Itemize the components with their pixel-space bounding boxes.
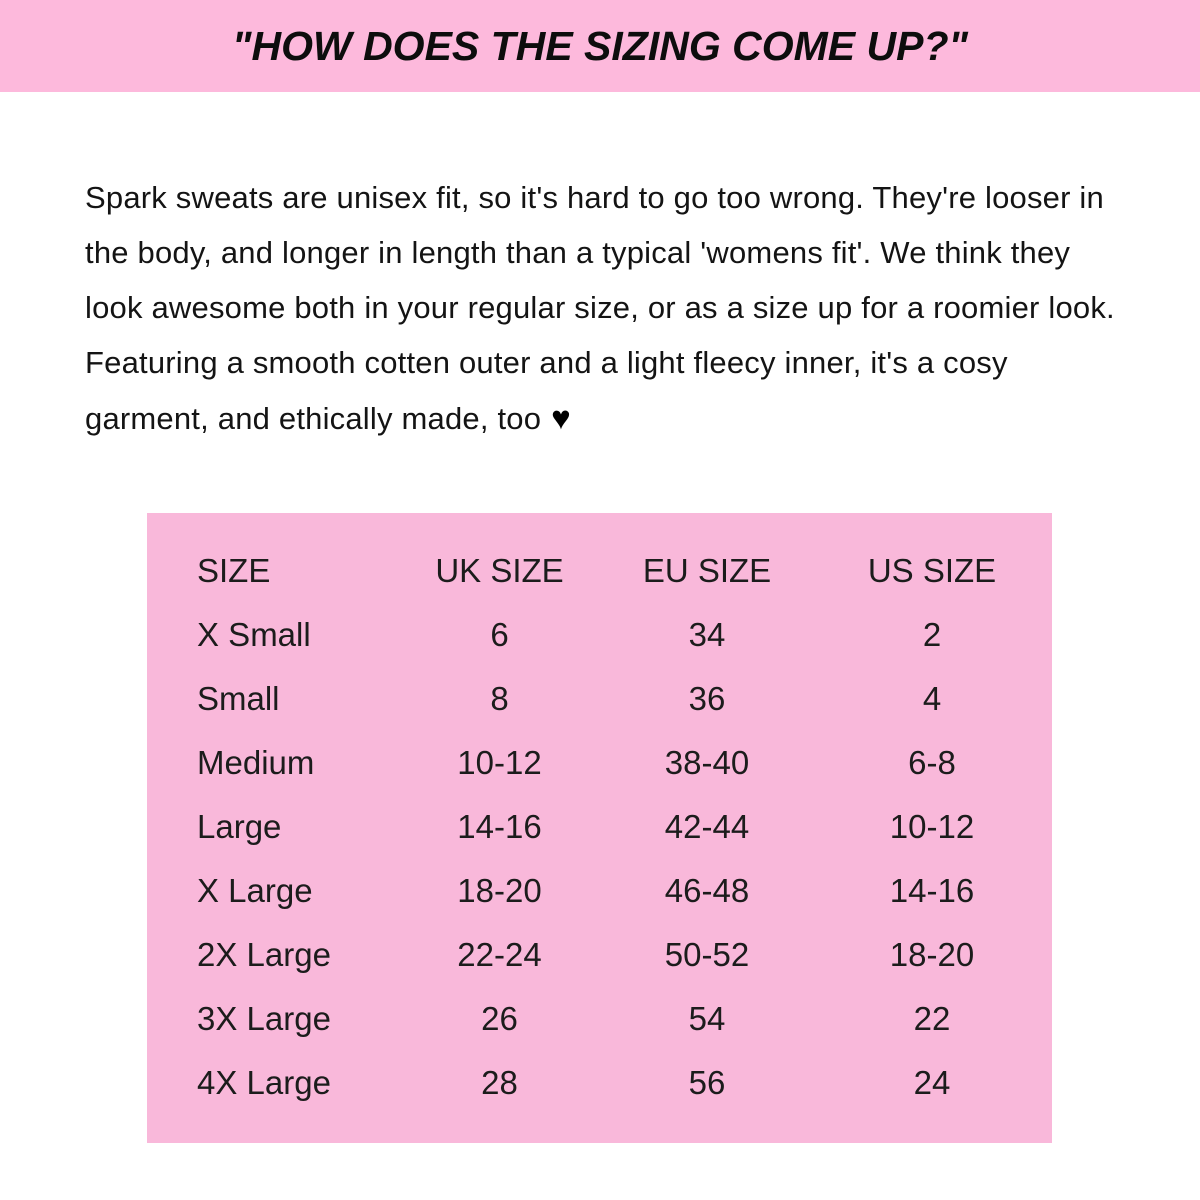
- uk-size-value: 6: [490, 616, 509, 653]
- table-row: [147, 795, 1052, 859]
- column-header-uk-size: UK SIZE: [435, 552, 564, 589]
- table-row: [147, 1051, 1052, 1115]
- size-chart-table: [147, 513, 1052, 1143]
- uk-size-value: 14-16: [457, 808, 542, 845]
- eu-size-value: 56: [688, 1064, 726, 1101]
- us-size-value: 2: [922, 616, 942, 653]
- table-row: [147, 987, 1052, 1051]
- us-size-value: 24: [913, 1064, 951, 1101]
- uk-size-value: 22-24: [457, 936, 542, 973]
- us-size-value: 14-16: [889, 872, 975, 909]
- uk-size-value: 26: [481, 1000, 518, 1037]
- size-label: 3X Large: [197, 1000, 331, 1037]
- title-banner: [0, 0, 1200, 92]
- size-label: Large: [197, 808, 282, 845]
- eu-size-value: 54: [688, 1000, 726, 1037]
- us-size-value: 10-12: [889, 808, 975, 845]
- table-header-row: [147, 539, 1052, 603]
- table-row: [147, 923, 1052, 987]
- size-label: Medium: [197, 744, 315, 781]
- table-row: [147, 603, 1052, 667]
- uk-size-value: 28: [481, 1064, 518, 1101]
- uk-size-value: 18-20: [457, 872, 542, 909]
- size-label: Small: [197, 680, 280, 717]
- us-size-value: 6-8: [908, 744, 956, 781]
- table-row: [147, 731, 1052, 795]
- uk-size-value: 8: [490, 680, 509, 717]
- eu-size-value: 36: [688, 680, 726, 717]
- size-label: X Small: [197, 616, 311, 653]
- eu-size-value: 42-44: [664, 808, 750, 845]
- size-label: 2X Large: [197, 936, 331, 973]
- intro-text: Spark sweats are unisex fit, so it's hard to go too wrong. They're looser in the body, and longer in length than a typical 'womens fit'. We think they look awesome both in your regular size, or as a size up for a roomier look. Featuring a smooth cotten outer and a light fleecy inner, it's a cosy garment, and ethically made, too: [85, 180, 1115, 436]
- eu-size-value: 34: [688, 616, 726, 653]
- column-header-us-size: US SIZE: [867, 552, 997, 589]
- page-title: "HOW DOES THE SIZING COME UP?": [232, 22, 968, 69]
- us-size-value: 22: [913, 1000, 951, 1037]
- size-label: 4X Large: [197, 1064, 331, 1101]
- size-label: X Large: [197, 872, 313, 909]
- uk-size-value: 10-12: [457, 744, 542, 781]
- us-size-value: 4: [922, 680, 942, 717]
- eu-size-value: 50-52: [664, 936, 750, 973]
- column-header-eu-size: EU SIZE: [642, 552, 772, 589]
- intro-paragraph: [85, 170, 1120, 446]
- us-size-value: 18-20: [889, 936, 975, 973]
- table-row: [147, 859, 1052, 923]
- column-header-size: SIZE: [197, 552, 271, 589]
- eu-size-value: 38-40: [664, 744, 750, 781]
- table-row: [147, 667, 1052, 731]
- heart-icon: ♥: [551, 399, 571, 436]
- eu-size-value: 46-48: [664, 872, 750, 909]
